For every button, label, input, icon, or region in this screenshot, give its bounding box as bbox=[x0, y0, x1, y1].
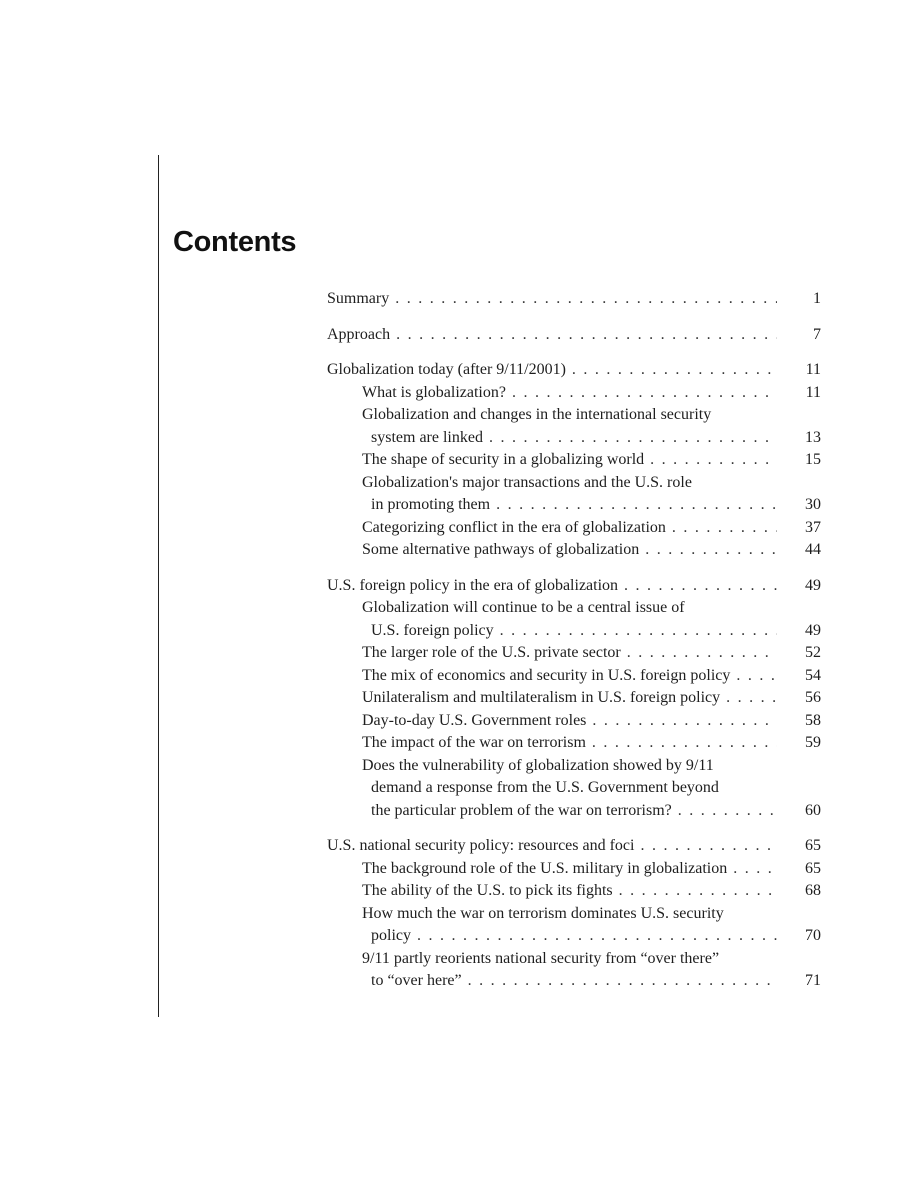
toc-page-number: 71 bbox=[805, 972, 821, 989]
toc-page-number: 58 bbox=[805, 711, 821, 729]
toc-entry-text: Does the vulnerability of globalization showed by 9/11 bbox=[362, 756, 714, 774]
toc-subentry-continuation[interactable] bbox=[327, 427, 821, 450]
dot-leader bbox=[483, 427, 777, 450]
table-of-contents bbox=[327, 288, 821, 1006]
toc-page-number: 65 bbox=[805, 859, 821, 877]
toc-entry-text: How much the war on terrorism dominates U.S. security bbox=[362, 904, 724, 922]
toc-section-approach bbox=[327, 324, 821, 347]
dot-leader bbox=[490, 494, 777, 517]
toc-entry-text: Globalization today (after 9/11/2001) bbox=[327, 361, 566, 378]
dot-leader bbox=[666, 517, 777, 540]
dot-leader bbox=[730, 665, 777, 688]
toc-subentry-continuation[interactable] bbox=[327, 970, 821, 993]
toc-page-number: 15 bbox=[805, 451, 821, 468]
toc-entry-text: U.S. national security policy: resources and foci bbox=[327, 837, 635, 854]
page-title: Contents bbox=[173, 226, 297, 258]
toc-subentry[interactable] bbox=[327, 732, 821, 755]
dot-leader bbox=[566, 359, 777, 382]
toc-entry-text: Approach bbox=[327, 325, 391, 343]
toc-subentry-continuation[interactable] bbox=[327, 925, 821, 948]
dot-leader bbox=[411, 925, 777, 948]
toc-subentry[interactable] bbox=[327, 642, 821, 665]
toc-entry-text: The background role of the U.S. military in globalization bbox=[362, 859, 728, 877]
toc-entry[interactable] bbox=[327, 835, 821, 858]
dot-leader bbox=[720, 687, 777, 710]
toc-entry-text: U.S. foreign policy bbox=[371, 621, 494, 639]
toc-entry-text: The ability of the U.S. to pick its fights bbox=[362, 882, 613, 899]
toc-entry-text: The larger role of the U.S. private sector bbox=[362, 644, 621, 661]
toc-page-number: 13 bbox=[805, 428, 821, 446]
dot-leader bbox=[613, 880, 777, 903]
toc-subentry[interactable] bbox=[327, 687, 821, 710]
toc-entry-text: Globalization and changes in the international security bbox=[362, 406, 712, 423]
toc-entry-text: Categorizing conflict in the era of globalization bbox=[362, 518, 666, 536]
toc-entry[interactable] bbox=[327, 324, 821, 347]
toc-entry-text: Unilateralism and multilateralism in U.S. foreign policy bbox=[362, 689, 721, 706]
toc-entry-text: Globalization will continue to be a central issue of bbox=[362, 599, 685, 616]
toc-entry-text: Day-to-day U.S. Government roles bbox=[362, 711, 587, 729]
toc-entry-text: policy bbox=[371, 927, 411, 944]
toc-section-national-security bbox=[327, 835, 821, 993]
toc-subentry-line[interactable] bbox=[327, 404, 821, 427]
toc-subentry-continuation[interactable] bbox=[327, 494, 821, 517]
toc-section-foreign-policy bbox=[327, 575, 821, 823]
toc-entry[interactable] bbox=[327, 575, 821, 598]
dot-leader bbox=[618, 575, 777, 598]
toc-page-number: 59 bbox=[805, 734, 821, 751]
dot-leader bbox=[389, 288, 777, 311]
dot-leader bbox=[586, 732, 777, 755]
toc-page-number: 44 bbox=[805, 541, 821, 558]
toc-page-number: 70 bbox=[805, 927, 821, 944]
toc-subentry-line[interactable] bbox=[327, 948, 821, 971]
dot-leader bbox=[462, 970, 777, 993]
toc-page-number: 49 bbox=[805, 621, 821, 639]
toc-entry-text: The shape of security in a globalizing world bbox=[362, 451, 645, 468]
toc-entry-text: What is globalization? bbox=[362, 383, 506, 401]
toc-subentry[interactable] bbox=[327, 858, 821, 881]
toc-page-number: 1 bbox=[813, 290, 821, 307]
dot-leader bbox=[644, 449, 777, 472]
toc-entry-text: The mix of economics and security in U.S. foreign policy bbox=[362, 666, 731, 684]
toc-page-number: 54 bbox=[805, 666, 821, 684]
toc-subentry[interactable] bbox=[327, 382, 821, 405]
toc-entry-text: Globalization's major transactions and the U.S. role bbox=[362, 473, 692, 491]
toc-subentry-line[interactable] bbox=[327, 903, 821, 926]
toc-entry-text: 9/11 partly reorients national security from “over there” bbox=[362, 949, 720, 967]
toc-section-summary bbox=[327, 288, 821, 311]
toc-page-number: 68 bbox=[805, 882, 821, 899]
toc-entry[interactable] bbox=[327, 288, 821, 311]
toc-page-number: 65 bbox=[805, 837, 821, 854]
dot-leader bbox=[586, 710, 777, 733]
margin-rule bbox=[158, 155, 159, 1017]
toc-entry[interactable] bbox=[327, 359, 821, 382]
toc-page-number: 37 bbox=[805, 518, 821, 536]
toc-page-number: 7 bbox=[813, 325, 821, 343]
toc-subentry-line[interactable] bbox=[327, 597, 821, 620]
toc-page-number: 30 bbox=[805, 496, 821, 513]
toc-subentry[interactable] bbox=[327, 449, 821, 472]
dot-leader bbox=[621, 642, 777, 665]
toc-subentry[interactable] bbox=[327, 539, 821, 562]
toc-entry-text: demand a response from the U.S. Government beyond bbox=[371, 779, 719, 796]
toc-subentry-continuation[interactable] bbox=[327, 620, 821, 643]
toc-entry-text: Summary bbox=[327, 290, 390, 307]
dot-leader bbox=[634, 835, 777, 858]
toc-subentry[interactable] bbox=[327, 710, 821, 733]
toc-entry-text: The impact of the war on terrorism bbox=[362, 734, 586, 751]
toc-entry-text: in promoting them bbox=[371, 496, 491, 513]
dot-leader bbox=[390, 324, 777, 347]
dot-leader bbox=[672, 800, 777, 823]
toc-page-number: 49 bbox=[805, 576, 821, 594]
toc-page-number: 60 bbox=[805, 801, 821, 819]
toc-entry-text: Some alternative pathways of globalization bbox=[362, 541, 640, 558]
toc-subentry[interactable] bbox=[327, 665, 821, 688]
toc-entry-text: system are linked bbox=[371, 428, 483, 446]
toc-subentry-continuation[interactable] bbox=[327, 800, 821, 823]
toc-page-number: 56 bbox=[805, 689, 821, 706]
dot-leader bbox=[727, 858, 777, 881]
toc-page-number: 52 bbox=[805, 644, 821, 661]
toc-entry-text: to “over here” bbox=[371, 972, 462, 989]
toc-subentry-line[interactable] bbox=[327, 755, 821, 778]
toc-entry-text: U.S. foreign policy in the era of globalization bbox=[327, 576, 619, 594]
dot-leader bbox=[494, 620, 777, 643]
toc-subentry-line[interactable] bbox=[327, 472, 821, 495]
toc-subentry-continuation[interactable] bbox=[327, 777, 821, 800]
toc-subentry[interactable] bbox=[327, 880, 821, 903]
toc-page-number: 11 bbox=[805, 383, 821, 401]
dot-leader bbox=[506, 382, 777, 405]
toc-subentry[interactable] bbox=[327, 517, 821, 540]
dot-leader bbox=[639, 539, 777, 562]
toc-section-globalization-today bbox=[327, 359, 821, 562]
toc-entry-text: the particular problem of the war on terrorism? bbox=[371, 801, 672, 819]
toc-page-number: 11 bbox=[805, 361, 821, 378]
